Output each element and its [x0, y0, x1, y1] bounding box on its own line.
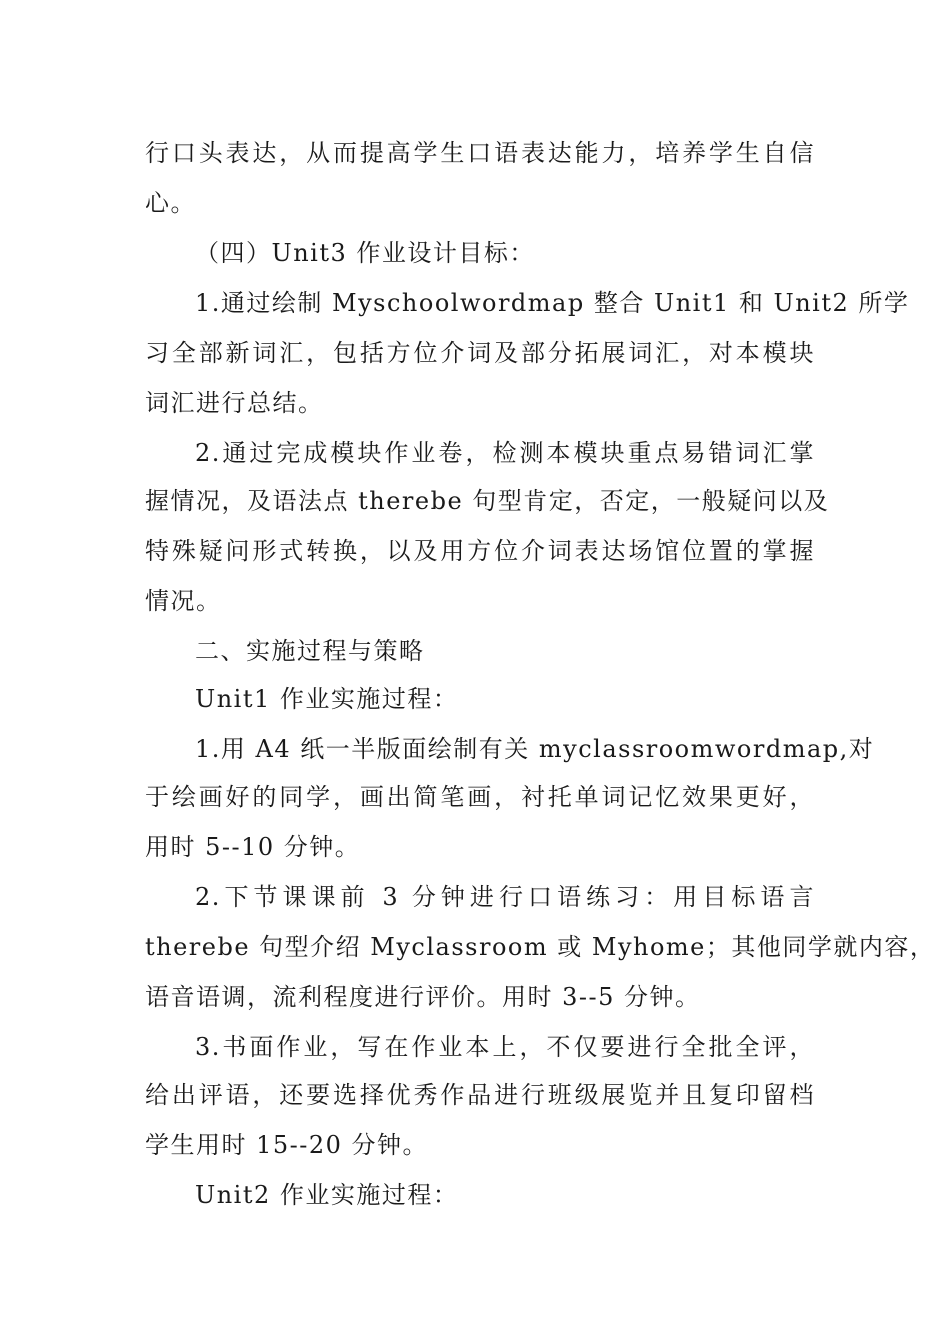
text-line: 情况。 — [145, 587, 222, 615]
text-line: 3.书面作业，写在作业本上，不仅要进行全批全评， — [195, 1033, 815, 1061]
text-line: 握情况，及语法点 therebe 句型肯定，否定，一般疑问以及 — [145, 487, 830, 515]
text-line: 语音语调，流利程度进行评价。用时 3--5 分钟。 — [145, 983, 701, 1011]
text-line: 特殊疑问形式转换，以及用方位介词表达场馆位置的掌握 — [145, 537, 815, 565]
text-line: 1.用 A4 纸一半版面绘制有关 myclassroomwordmap,对 — [195, 735, 875, 763]
text-line: 于绘画好的同学，画出简笔画，衬托单词记忆效果更好， — [145, 783, 815, 811]
text-line: 2.通过完成模块作业卷，检测本模块重点易错词汇掌 — [195, 439, 815, 467]
text-line: 1.通过绘制 Myschoolwordmap 整合 Unit1 和 Unit2 所学 — [195, 289, 910, 317]
subsection-heading: Unit1 作业实施过程： — [195, 685, 459, 713]
text-line: 用时 5--10 分钟。 — [145, 833, 361, 861]
section-heading: 二、实施过程与策略 — [195, 637, 425, 665]
text-line: 词汇进行总结。 — [145, 389, 324, 417]
text-line: 心。 — [145, 189, 196, 217]
text-line: 给出评语，还要选择优秀作品进行班级展览并且复印留档 — [145, 1081, 815, 1109]
section-heading: （四）Unit3 作业设计目标： — [195, 239, 535, 267]
text-line: 2.下节课课前 3 分钟进行口语练习：用目标语言 — [195, 883, 815, 911]
text-line: 习全部新词汇，包括方位介词及部分拓展词汇，对本模块 — [145, 339, 815, 367]
text-line: 行口头表达，从而提高学生口语表达能力，培养学生自信 — [145, 139, 815, 167]
text-line: 学生用时 15--20 分钟。 — [145, 1131, 429, 1159]
subsection-heading: Unit2 作业实施过程： — [195, 1181, 459, 1209]
text-line: therebe 句型介绍 Myclassroom 或 Myhome；其他同学就内容， — [145, 933, 936, 961]
